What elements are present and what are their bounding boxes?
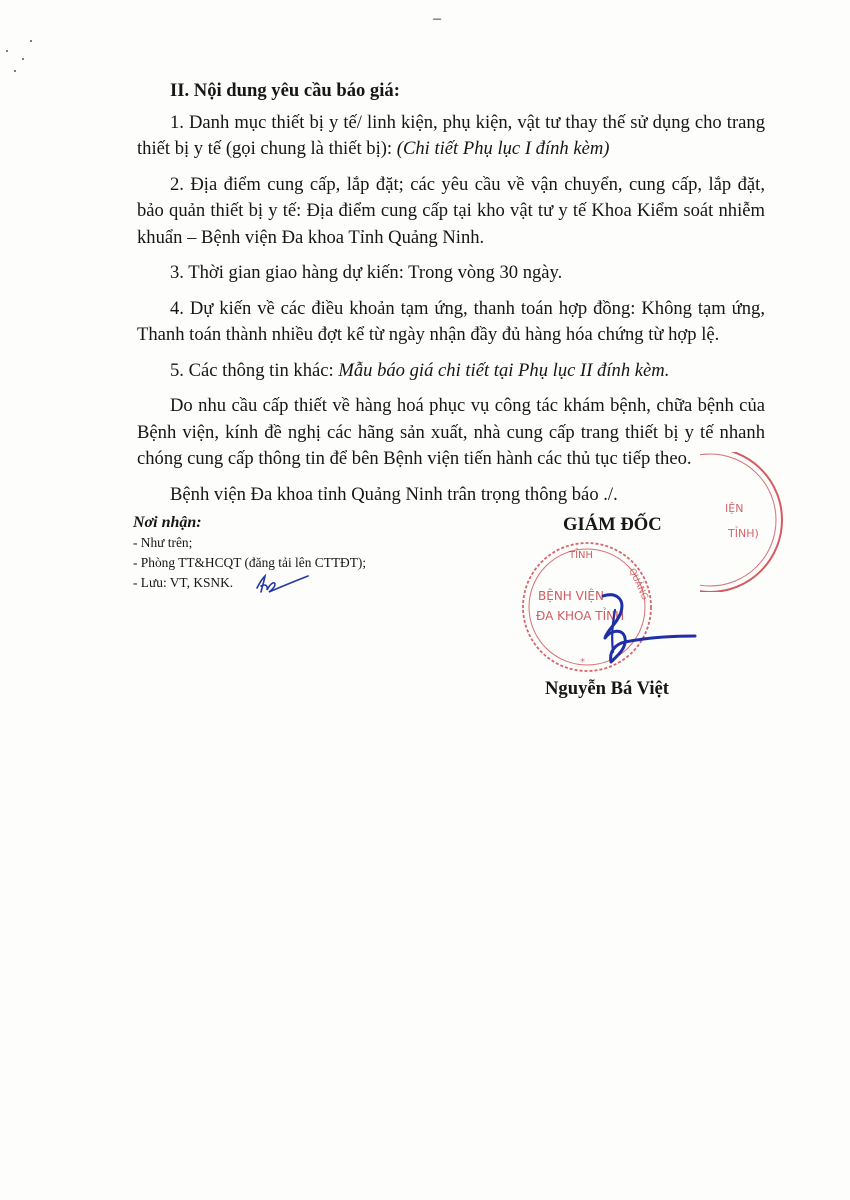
recipient-item: - Phòng TT&HCQT (đăng tải lên CTTĐT);	[133, 555, 367, 570]
stamp-star: *	[580, 657, 585, 668]
stamp-line-1: BỆNH VIỆN	[538, 589, 604, 603]
scan-speck	[6, 50, 8, 52]
recipient-item: - Như trên;	[133, 535, 193, 550]
item-text: 4. Dự kiến về các điều khoản tạm ứng, thanh toán hợp đồng: Không tạm ứng, Thanh toán thành nhiều đợt kể từ ngày nhận đầy đủ hàng hóa chứng từ hợp lệ.	[137, 297, 765, 345]
partial-stamp-seal	[700, 452, 792, 592]
item-text: 5. Các thông tin khác:	[170, 359, 339, 381]
recipients-title: Nơi nhận:	[133, 514, 202, 531]
item-other-info	[137, 358, 765, 385]
signatory-name: Nguyễn Bá Việt	[545, 678, 669, 699]
item-text: 1. Danh mục thiết bị y tế/ linh kiện, phụ kiện, vật tư thay thế sử dụng cho trang thiết bị y tế (gọi chung là thiết bị):	[137, 111, 765, 159]
closing-paragraph: Do nhu cầu cấp thiết về hàng hoá phục vụ công tác khám bệnh, chữa bệnh của Bệnh viện, kính đề nghị các hãng sản xuất, nhà cung cấp trang thiết bị y tế nhanh chóng cung cấp thông tin để bên Bệnh viện tiến hành các thủ tục tiếp theo.	[137, 395, 765, 469]
item-text: 2. Địa điểm cung cấp, lắp đặt; các yêu cầu về vận chuyển, cung cấp, lắp đặt, bảo quản thiết bị y tế: Địa điểm cung cấp tại kho vật tư y tế Khoa Kiểm soát nhiễm khuẩn – Bệnh viện Đa khoa Tỉnh Quảng Ninh.	[137, 173, 765, 248]
signatory-title: GIÁM ĐỐC	[563, 514, 662, 535]
director-signature	[585, 590, 700, 675]
item-text: 3. Thời gian giao hàng dự kiến: Trong vòng 30 ngày.	[170, 262, 563, 283]
item-payment-terms	[137, 296, 765, 349]
item-delivery-time	[137, 260, 765, 287]
item-delivery-location	[137, 172, 765, 252]
scan-speck	[22, 58, 24, 60]
stamp-text: TỈNH)	[728, 527, 759, 540]
item-italic-note: Mẫu báo giá chi tiết tại Phụ lục II đính kèm.	[338, 359, 670, 381]
recipient-item: - Lưu: VT, KSNK.	[133, 575, 234, 590]
initials-mark	[254, 572, 310, 596]
scan-speck	[30, 40, 32, 42]
item-equipment-list	[137, 110, 765, 163]
stamp-text: IỆN	[725, 502, 744, 515]
stamp-top-text: TỈNH	[569, 550, 594, 561]
closing-notice: Bệnh viện Đa khoa tỉnh Quảng Ninh trân trọng thông báo ./.	[170, 483, 618, 505]
section-heading: II. Nội dung yêu cầu báo giá:	[170, 80, 400, 101]
item-italic-note: (Chi tiết Phụ lục I đính kèm)	[396, 138, 610, 159]
document-body	[137, 78, 765, 508]
scan-speck	[14, 70, 16, 72]
stamp-side-text: QUẢNG	[626, 567, 650, 602]
page-mark: –	[433, 10, 441, 27]
stamp-line-2: ĐA KHOA TỈNH	[536, 609, 625, 623]
